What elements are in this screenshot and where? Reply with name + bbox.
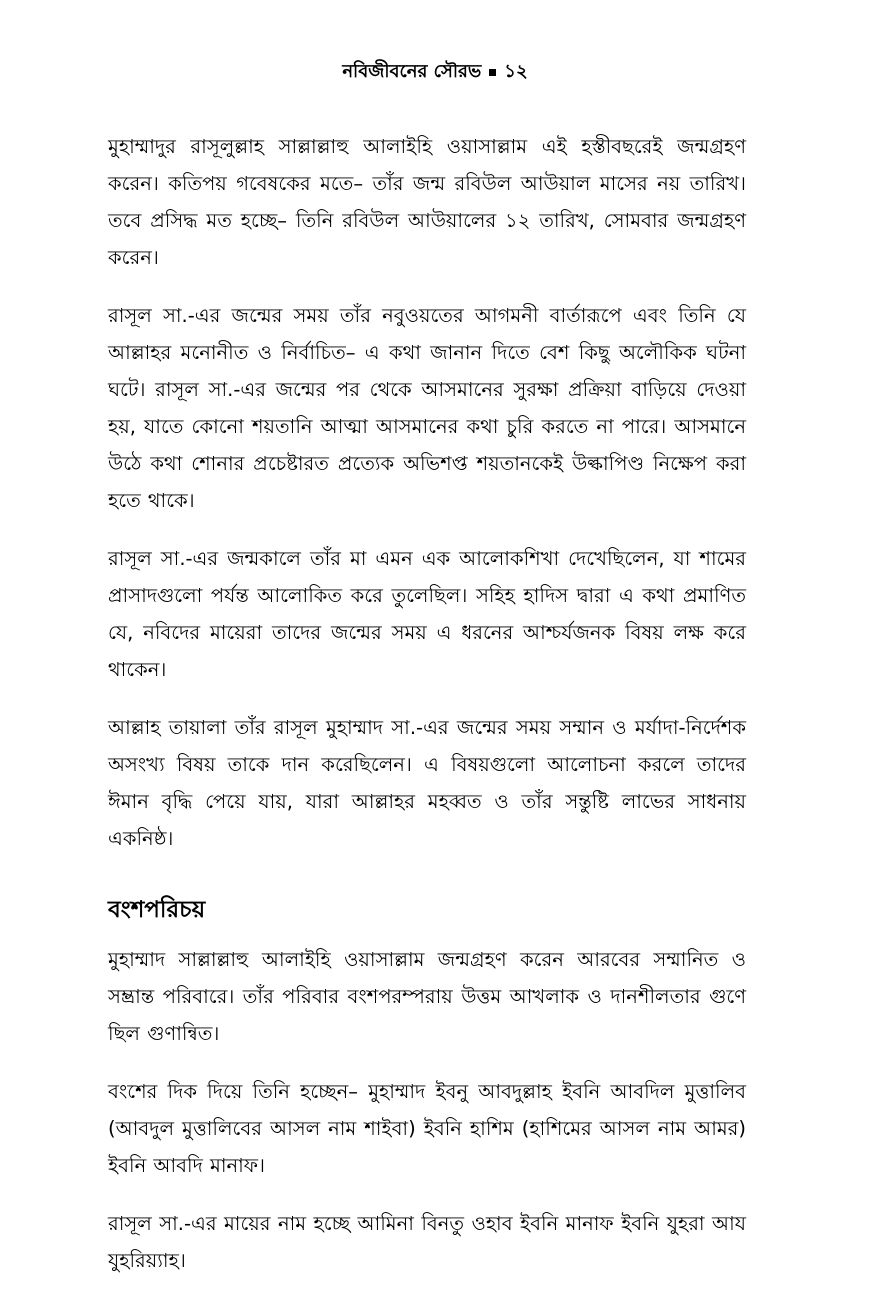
paragraph-miracles: রাসূল সা.-এর জন্মের সময় তাঁর নবুওয়তের আগমনী বার্তারূপে এবং তিনি যে আল্লাহর মনোনীত ও নির্বাচিত– এ কথা জানান দিতে বেশ কিছু অলৌকিক ঘটনা ঘটে। রাসূল সা.-এর জন্মের পর থেকে আসমানের সুরক্ষা প্রক্রিয়া বাড়িয়ে দেওয়া হয়, যাতে কোনো শয়তানি আত্মা আসমানের কথা চুরি করতে না পারে। আসমানে উঠে কথা শোনার প্রচেষ্টারত প্রত্যেক অভিশপ্ত শয়তানকেই উল্কাপিণ্ড নিক্ষেপ করা হতে থাকে।	[108, 304, 746, 512]
paragraph-honors: আল্লাহ তায়ালা তাঁর রাসূল মুহাম্মাদ সা.-এর জন্মের সময় সম্মান ও মর্যাদা-নির্দেশক অসংখ্য বিষয় তাকে দান করেছিলেন। এ বিষয়গুলো আলোচনা করলে তাদের ঈমান বৃদ্ধি পেয়ে যায়, যারা আল্লাহর মহব্বত ও তাঁর সন্তুষ্টি লাভের সাধনায় একনিষ্ঠ।	[108, 716, 746, 850]
paragraph-family: মুহাম্মাদ সাল্লাল্লাহু আলাইহি ওয়াসাল্লাম জন্মগ্রহণ করেন আরবের সম্মানিত ও সম্ভ্রান্ত পরিবারে। তাঁর পরিবার বংশপরম্পরায় উত্তম আখলাক ও দানশীলতার গুণে ছিল গুণান্বিত।	[108, 948, 746, 1045]
paragraph-light: রাসূল সা.-এর জন্মকালে তাঁর মা এমন এক আলোকশিখা দেখেছিলেন, যা শামের প্রাসাদগুলো পর্যন্ত আলোকিত করে তুলেছিল। সহিহ হাদিস দ্বারা এ কথা প্রমাণিত যে, নবিদের মায়েরা তাদের জন্মের সময় এ ধরনের আশ্চর্যজনক বিষয় লক্ষ করে থাকেন।	[108, 547, 746, 681]
body-text	[108, 128, 746, 1300]
separator-square-icon	[489, 69, 496, 76]
paragraph-mother: রাসূল সা.-এর মায়ের নাম হচ্ছে আমিনা বিনতু ওহাব ইবনি মানাফ ইবনি যুহরা আয যুহরিয়্যাহ।	[108, 1212, 746, 1272]
paragraph-lineage: বংশের দিক দিয়ে তিনি হচ্ছেন– মুহাম্মাদ ইবনু আবদুল্লাহ ইবনি আবদিল মুত্তালিব (আবদুল মুত্তালিবের আসল নাম শাইবা) ইবনি হাশিম (হাশিমের আসল নাম আমর) ইবনি আবদি মানাফ।	[108, 1080, 746, 1177]
paragraph-birth-date: মুহাম্মাদুর রাসূলুল্লাহ সাল্লাল্লাহু আলাইহি ওয়াসাল্লাম এই হস্তীবছরেই জন্মগ্রহণ করেন। কতিপয় গবেষকের মতে– তাঁর জন্ম রবিউল আউয়াল মাসের নয় তারিখ। তবে প্রসিদ্ধ মত হচ্ছে– তিনি রবিউল আউয়ালের ১২ তারিখ, সোমবার জন্মগ্রহণ করেন।	[108, 135, 746, 269]
book-title: নবিজীবনের সৌরভ	[342, 61, 482, 82]
page-number: ১২	[504, 61, 528, 82]
running-header	[0, 58, 870, 86]
section-heading: বংশপরিচয়	[108, 897, 206, 923]
